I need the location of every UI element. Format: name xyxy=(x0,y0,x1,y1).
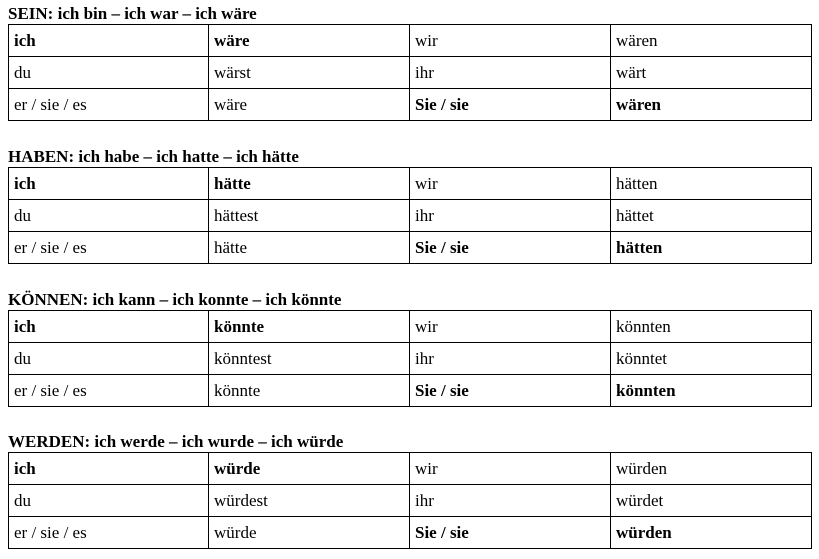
table-row xyxy=(9,25,812,57)
pronoun-cell: ihr xyxy=(410,57,611,89)
verb-form-cell: wäre xyxy=(209,25,410,57)
pronoun-cell: ihr xyxy=(410,485,611,517)
table-row xyxy=(9,89,812,121)
verb-form-cell: wärt xyxy=(611,57,812,89)
table-row xyxy=(9,200,812,232)
pronoun-cell: ihr xyxy=(410,343,611,375)
section-title: KÖNNEN: ich kann – ich konnte – ich könnte xyxy=(8,290,342,309)
verb-form-cell: würdet xyxy=(611,485,812,517)
verb-form-cell: wären xyxy=(611,25,812,57)
verb-form-cell: könnte xyxy=(209,311,410,343)
table-row xyxy=(9,232,812,264)
pronoun-cell: Sie / sie xyxy=(410,232,611,264)
pronoun-cell: ich xyxy=(9,25,209,57)
verb-form-cell: könnte xyxy=(209,375,410,407)
pronoun-cell: er / sie / es xyxy=(9,517,209,549)
verb-form-cell: könntest xyxy=(209,343,410,375)
verb-form-cell: würdest xyxy=(209,485,410,517)
section-title: SEIN: ich bin – ich war – ich wäre xyxy=(8,4,257,23)
conjugation-table xyxy=(8,24,812,121)
verb-form-cell: wäre xyxy=(209,89,410,121)
conjugation-table xyxy=(8,310,812,407)
verb-form-cell: hätten xyxy=(611,232,812,264)
verb-form-cell: wären xyxy=(611,89,812,121)
pronoun-cell: wir xyxy=(410,25,611,57)
table-row xyxy=(9,311,812,343)
pronoun-cell: du xyxy=(9,57,209,89)
table-row xyxy=(9,453,812,485)
table-row xyxy=(9,57,812,89)
conjugation-table xyxy=(8,452,812,549)
pronoun-cell: er / sie / es xyxy=(9,232,209,264)
verb-form-cell: hättet xyxy=(611,200,812,232)
pronoun-cell: ich xyxy=(9,168,209,200)
table-row xyxy=(9,375,812,407)
verb-form-cell: würde xyxy=(209,453,410,485)
pronoun-cell: ihr xyxy=(410,200,611,232)
pronoun-cell: ich xyxy=(9,311,209,343)
verb-form-cell: würde xyxy=(209,517,410,549)
pronoun-cell: du xyxy=(9,485,209,517)
verb-form-cell: hätte xyxy=(209,168,410,200)
pronoun-cell: ich xyxy=(9,453,209,485)
conjugation-table xyxy=(8,167,812,264)
table-row xyxy=(9,343,812,375)
pronoun-cell: wir xyxy=(410,168,611,200)
pronoun-cell: du xyxy=(9,200,209,232)
verb-form-cell: würden xyxy=(611,453,812,485)
pronoun-cell: wir xyxy=(410,453,611,485)
table-row xyxy=(9,485,812,517)
section-title: WERDEN: ich werde – ich wurde – ich würde xyxy=(8,432,344,451)
verb-form-cell: könntet xyxy=(611,343,812,375)
verb-form-cell: könnten xyxy=(611,375,812,407)
section-title: HABEN: ich habe – ich hatte – ich hätte xyxy=(8,147,299,166)
verb-form-cell: hätten xyxy=(611,168,812,200)
verb-form-cell: würden xyxy=(611,517,812,549)
verb-form-cell: wärst xyxy=(209,57,410,89)
pronoun-cell: Sie / sie xyxy=(410,375,611,407)
pronoun-cell: du xyxy=(9,343,209,375)
table-row xyxy=(9,517,812,549)
verb-form-cell: hätte xyxy=(209,232,410,264)
pronoun-cell: wir xyxy=(410,311,611,343)
table-row xyxy=(9,168,812,200)
pronoun-cell: er / sie / es xyxy=(9,89,209,121)
pronoun-cell: er / sie / es xyxy=(9,375,209,407)
verb-form-cell: könnten xyxy=(611,311,812,343)
pronoun-cell: Sie / sie xyxy=(410,517,611,549)
pronoun-cell: Sie / sie xyxy=(410,89,611,121)
verb-form-cell: hättest xyxy=(209,200,410,232)
